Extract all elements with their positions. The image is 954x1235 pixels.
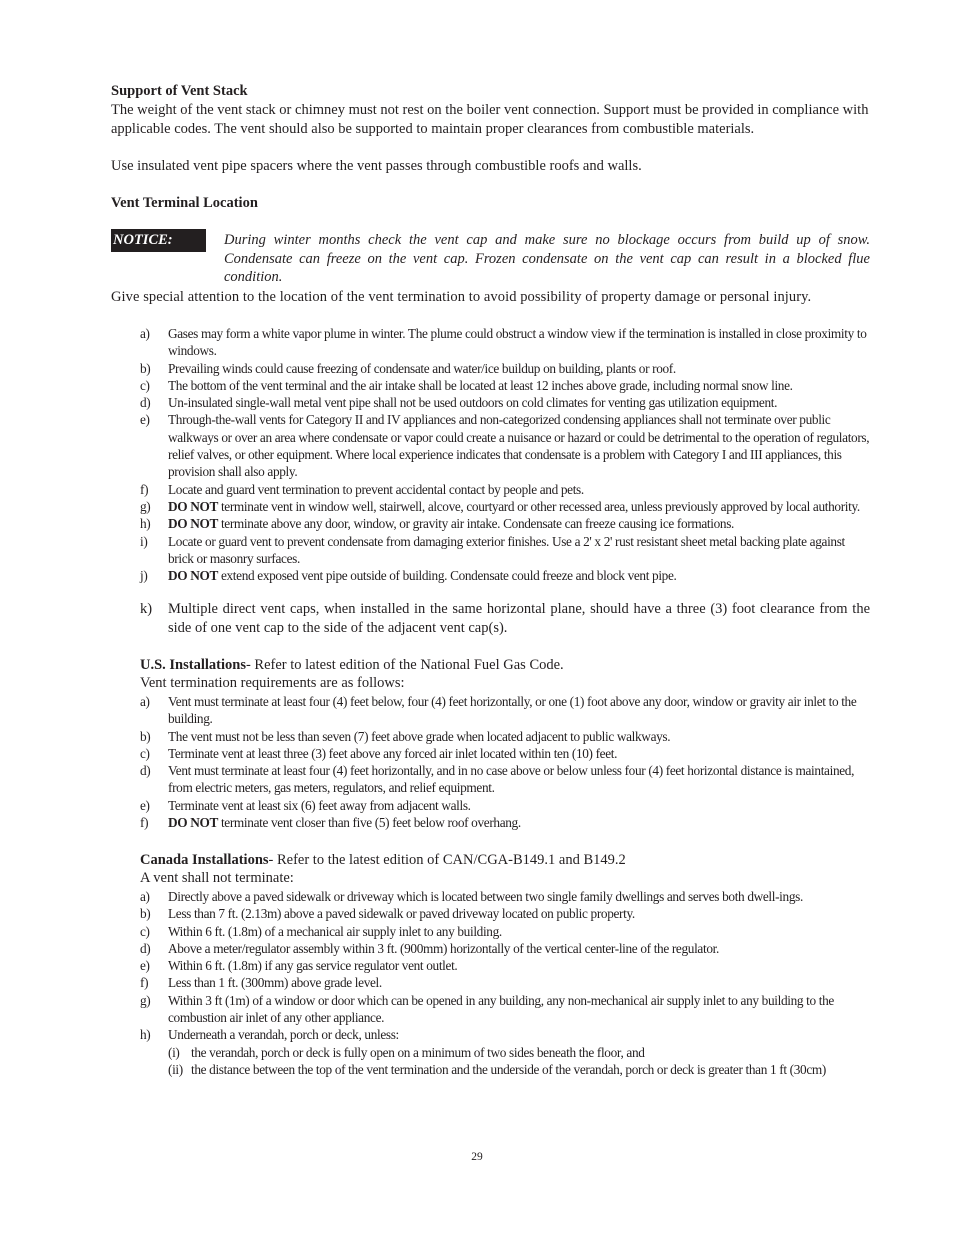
- support-paragraph-1: The weight of the vent stack or chimney must not rest on the boiler vent connection. Support must be provided in compliance with applicable codes. The vent should also be supported to maintain proper clearances from combustible materials.: [111, 102, 869, 137]
- list-item: f) Less than 1 ft. (300mm) above grade level.: [140, 975, 382, 991]
- list-item: d) Un-insulated single-wall metal vent pipe shall not be used outdoors on cold climates for venting gas utilization equipment.: [140, 395, 778, 411]
- list-item: d) Above a meter/regulator assembly within 3 ft. (900mm) horizontally of the vertical center-line of the regulator.: [140, 940, 719, 956]
- list-item: d) Vent must terminate at least four (4) feet horizontally, and in no case above or below unless four (4) feet horizontal distance is maintained, from electric meters, gas meters, regulators, and relief equipment.: [140, 763, 855, 796]
- page-number: 29: [471, 1151, 483, 1163]
- list-item: g) Within 3 ft (1m) of a window or door which can be opened in any building, any non-mechanical air supply inlet to any building to the combustion air inlet of any other appliance.: [140, 992, 834, 1026]
- list-item: f) DO NOT terminate vent closer than five (5) feet below roof overhang.: [140, 815, 521, 831]
- notice-text: During winter months check the vent cap and make sure no blockage occurs from build up of snow. Condensate can freeze on the vent cap. Frozen condensate on the vent cap can result in a blocked flue condition.: [224, 232, 870, 285]
- list-item: a) Gases may form a white vapor plume in winter. The plume could obstruct a window view if the termination is installed in close proximity to windows.: [140, 326, 867, 359]
- terminal-heading: Vent Terminal Location: [111, 195, 258, 211]
- list-item: e) Terminate vent at least six (6) feet away from adjacent walls.: [140, 797, 471, 813]
- list-item: c) The bottom of the vent terminal and the air intake shall be located at least 12 inches above grade, including normal snow line.: [140, 377, 793, 393]
- terminal-intro: Give special attention to the location of the vent termination to avoid possibility of property damage or personal injury.: [111, 289, 812, 305]
- list-item: j) DO NOT extend exposed vent pipe outside of building. Condensate could freeze and block vent pipe.: [140, 568, 677, 584]
- list-item: c) Within 6 ft. (1.8m) of a mechanical air supply inlet to any building.: [140, 923, 502, 939]
- list-item-k: k) Multiple direct vent caps, when installed in the same horizontal plane, should have a three (3) foot clearance from the side of one vent cap to the side of the adjacent vent cap(s).: [140, 601, 870, 636]
- list-item: b) Less than 7 ft. (2.13m) above a paved sidewalk or paved driveway located on public property.: [140, 906, 635, 922]
- notice-label: NOTICE:: [111, 229, 206, 252]
- sub-list-item: (ii) the distance between the top of the vent termination and the underside of the verandah, porch or deck is greater than 1 ft (30cm): [168, 1061, 826, 1077]
- list-item: f) Locate and guard vent termination to prevent accidental contact by people and pets.: [140, 481, 584, 497]
- canada-list: [140, 888, 870, 1078]
- us-subheading: Vent termination requirements are as follows:: [140, 675, 405, 691]
- list-item: b) The vent must not be less than seven (7) feet above grade when located adjacent to public walkways.: [140, 728, 671, 744]
- canada-heading-line: Canada Installations- Refer to the latest edition of CAN/CGA-B149.1 and B149.2: [140, 852, 626, 868]
- list-item: h) DO NOT terminate above any door, window, or gravity air intake. Condensate can freeze causing ice formations.: [140, 516, 735, 532]
- list-item: c) Terminate vent at least three (3) feet above any forced air inlet located within ten (10) feet.: [140, 745, 618, 761]
- terminal-list: [140, 325, 870, 584]
- list-item: e) Through-the-wall vents for Category II and IV appliances and non-categorized condensing appliances shall not terminate over public walkways or over an area where condensate or vapor could create a nuisance or hazard or could be detrimental to the operation of regulators, relief valves, or other equipment. Where local experience indicates that condensate is a problem with Category I and III appliances, this provision shall also apply.: [140, 412, 870, 480]
- us-heading: U.S. Installations: [140, 657, 246, 673]
- list-item: h) Underneath a verandah, porch or deck, unless:: [140, 1027, 399, 1043]
- us-list: [140, 693, 870, 831]
- list-item: g) DO NOT terminate vent in window well, stairwell, alcove, courtyard or other recessed area, unless previously approved by local authority.: [140, 498, 860, 514]
- support-heading: Support of Vent Stack: [111, 83, 248, 99]
- canada-heading: Canada Installations: [140, 852, 269, 868]
- canada-subheading: A vent shall not terminate:: [140, 870, 294, 886]
- list-item: e) Within 6 ft. (1.8m) if any gas service regulator vent outlet.: [140, 958, 458, 974]
- list-item: b) Prevailing winds could cause freezing of condensate and water/ice buildup on building, plants or roof.: [140, 360, 676, 376]
- list-item: a) Vent must terminate at least four (4) feet below, four (4) feet horizontally, or one (1) foot above any door, window or gravity air inlet to the building.: [140, 694, 857, 727]
- support-paragraph-2: Use insulated vent pipe spacers where the vent passes through combustible roofs and walls.: [111, 158, 642, 174]
- list-item: i) Locate or guard vent to prevent condensate from damaging exterior finishes. Use a 2' x 2' rust resistant sheet metal backing plate against brick or masonry surfaces.: [140, 533, 845, 566]
- list-item: a) Directly above a paved sidewalk or driveway which is located between two single family dwellings and serves both dwell-ings.: [140, 889, 803, 904]
- sub-list-item: (i) the verandah, porch or deck is fully open on a minimum of two sides beneath the floor, and: [168, 1044, 645, 1060]
- us-heading-line: U.S. Installations- Refer to latest edition of the National Fuel Gas Code.: [140, 657, 564, 673]
